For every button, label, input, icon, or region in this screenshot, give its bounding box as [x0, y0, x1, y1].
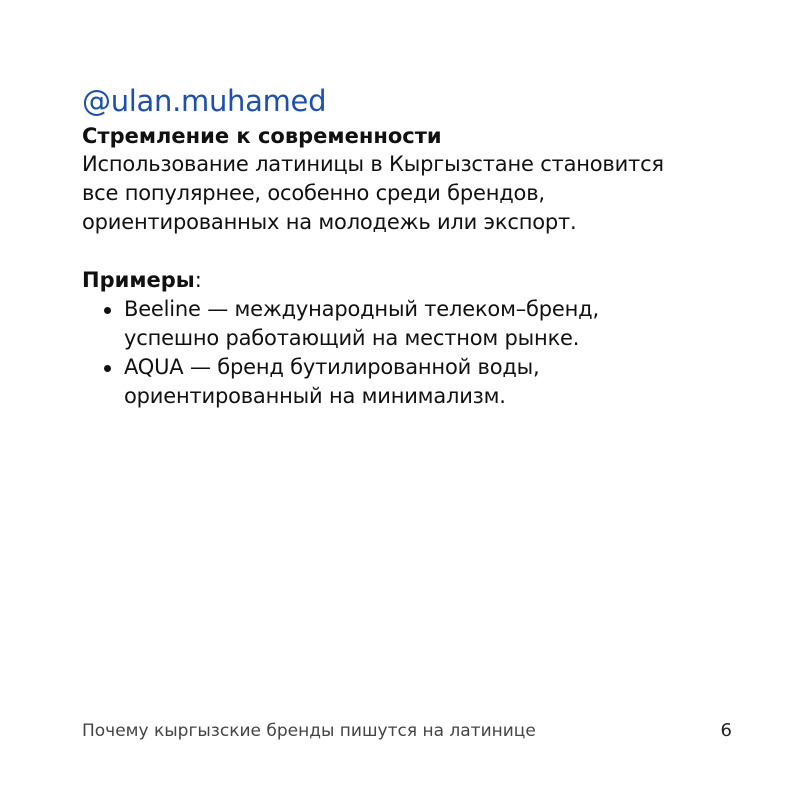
examples-title-text: Примеры	[82, 268, 195, 292]
examples-title	[82, 266, 752, 295]
list-item-line: AQUA — бренд бутилированной воды,	[124, 355, 540, 379]
bullet-icon	[104, 365, 111, 372]
section-heading: Стремление к современности	[82, 124, 442, 148]
examples-title-colon: :	[194, 268, 202, 292]
list-item	[102, 353, 752, 411]
slide-content	[82, 82, 752, 411]
author-handle: @ulan.muhamed	[82, 84, 327, 118]
footer-title: Почему кыргызские бренды пишутся на латинице	[82, 721, 536, 741]
examples-list	[82, 295, 752, 411]
bullet-icon	[104, 307, 111, 314]
page-number: 6	[720, 720, 732, 741]
list-item	[102, 295, 752, 353]
paragraph-line: Использование латиницы в Кыргызстане становится	[82, 152, 664, 176]
list-item-line: успешно работающий на местном рынке.	[124, 326, 580, 350]
paragraph-line: все популярнее, особенно среди брендов,	[82, 181, 545, 205]
paragraph-line: ориентированных на молодежь или экспорт.	[82, 210, 577, 234]
list-item-line: Beeline — международный телеком–бренд,	[124, 297, 599, 321]
list-item-line: ориентированный на минимализм.	[124, 384, 506, 408]
body-paragraph	[82, 150, 752, 237]
